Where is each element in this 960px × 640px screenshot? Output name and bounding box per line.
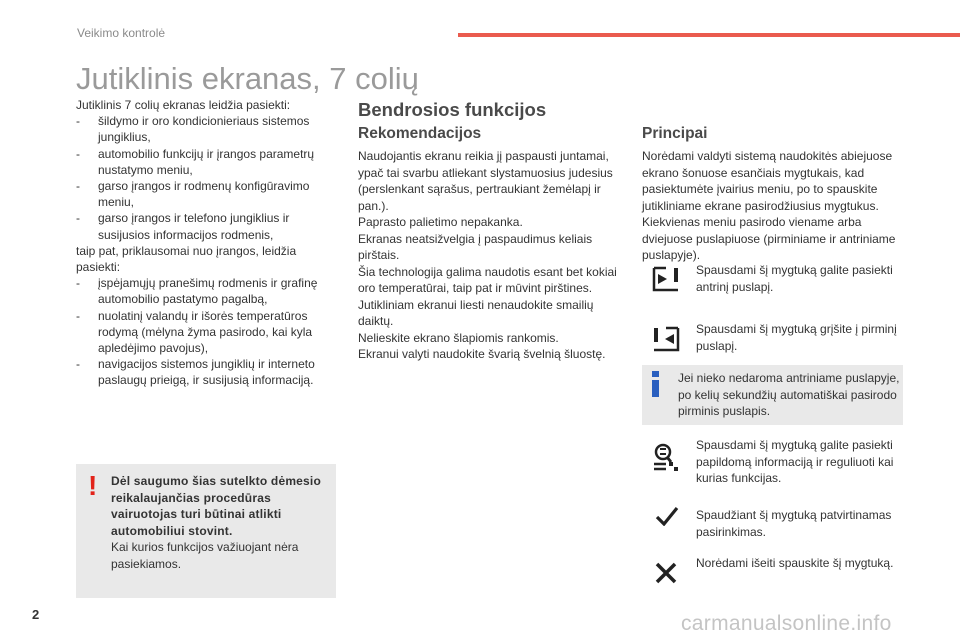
warning-normal: Kai kurios funkcijos važiuojant nėra pasiekiamos. — [111, 540, 299, 571]
list-item: - automobilio funkcijų ir įrangos parametrų nustatymo meniu, — [76, 146, 338, 178]
confirm-desc: Spaudžiant šį mygtuką patvirtinamas pasirinkimas. — [696, 508, 892, 539]
list-item: - šildymo ir oro kondicionieriaus sistemos jungiklius, — [76, 113, 338, 145]
rec-paragraph: Paprasto palietimo nepakanka. — [358, 215, 523, 229]
next-page-icon — [652, 266, 680, 292]
warning-text — [111, 473, 327, 572]
feature-list-1 — [76, 113, 338, 243]
rec-paragraph: Šia technologija galima naudotis esant bet kokiai oro temperatūrai, taip pat ir mūvint pirštines. — [358, 264, 617, 295]
header-accent-line — [458, 33, 960, 37]
rec-paragraph: Ekranas neatsižvelgia į paspaudimus keliais pirštais. — [358, 231, 593, 262]
checkmark-icon — [655, 506, 679, 526]
list-item: - garso įrangos ir rodmenų konfigūravimo meniu, — [76, 178, 338, 210]
settings-info-icon — [652, 442, 682, 472]
page-number: 2 — [32, 607, 40, 622]
rec-paragraph: Naudojantis ekranu reikia jį paspausti juntamai, ypač tai svarbu atliekant slystamuosius judesius (perslenkant sąrašus, pertraukiant žemėlapį ir pan.). — [358, 149, 613, 213]
general-heading: Bendrosios funkcijos — [358, 99, 547, 120]
exit-desc: Norėdami išeiti spauskite šį mygtuką. — [696, 556, 894, 570]
list-item: - nuolatinį valandų ir išorės temperatūros rodymą (mėlyna žyma pasirodo, kai kyla apledėjimo pavojus), — [76, 308, 338, 357]
list-item: - įspėjamųjų pranešimų rodmenis ir grafinę automobilio pastatymo pagalbą, — [76, 275, 338, 307]
next-page-desc: Spausdami šį mygtuką galite pasiekti antrinį puslapį. — [696, 263, 893, 294]
warning-box — [76, 464, 336, 598]
intro-lead: Jutiklinis 7 colių ekranas leidžia pasiekti: — [76, 98, 291, 112]
info-text: Jei nieko nedaroma antriniame puslapyje, po kelių sekundžių automatiškai pasirodo pirminis puslapis. — [678, 371, 900, 418]
intro-middle: taip pat, priklausomai nuo įrangos, leidžia pasiekti: — [76, 243, 297, 275]
recommendations-text — [358, 148, 626, 363]
watermark: carmanualsonline.info — [681, 612, 892, 635]
principles-heading: Principai — [642, 125, 708, 142]
list-item: - garso įrangos ir telefono jungiklius ir susijusios informacijos rodmenis, — [76, 210, 338, 242]
intro-column — [76, 97, 338, 389]
principles-text: Norėdami valdyti sistemą naudokitės abiejuose ekrano šonuose esančiais mygtukais, kad pasiektumėte įvairius meniu, po to spauskite jutikliniame ekrane pasirodžiusius mygtukus. Kiekvienas meniu pasirodo viename arba dviejuose puslapiuose (pirminiame ir antriniame puslapyje). — [642, 149, 896, 262]
info-box — [642, 365, 903, 425]
list-item: - navigacijos sistemos jungiklių ir interneto paslaugų prieigą, ir susijusią informaciją. — [76, 356, 338, 388]
feature-list-2 — [76, 275, 338, 388]
exclamation-icon: ! — [88, 470, 98, 501]
info-icon — [652, 371, 659, 397]
cross-icon — [655, 562, 677, 584]
recommendations-heading: Rekomendacijos — [358, 125, 482, 142]
page-title: Jutiklinis ekranas, 7 colių — [76, 61, 419, 96]
rec-paragraph: Ekranui valyti naudokite švarią švelnią šluostę. — [358, 347, 606, 361]
rec-paragraph: Nelieskite ekrano šlapiomis rankomis. — [358, 330, 559, 345]
previous-page-icon — [652, 326, 680, 352]
rec-paragraph: Jutikliniam ekranui liesti nenaudokite smailių daiktų. — [358, 297, 594, 328]
warning-bold: Dėl saugumo šias sutelkto dėmesio reikalaujančias procedūras vairuotojas turi būtinai atlikti automobiliui stovint. — [111, 474, 321, 538]
settings-info-desc: Spausdami šį mygtuką galite pasiekti papildomą informaciją ir reguliuoti kai kurias funkcijas. — [696, 438, 894, 485]
previous-page-desc: Spausdami šį mygtuką grįšite į pirminį puslapį. — [696, 322, 897, 353]
section-header: Veikimo kontrolė — [77, 26, 166, 40]
